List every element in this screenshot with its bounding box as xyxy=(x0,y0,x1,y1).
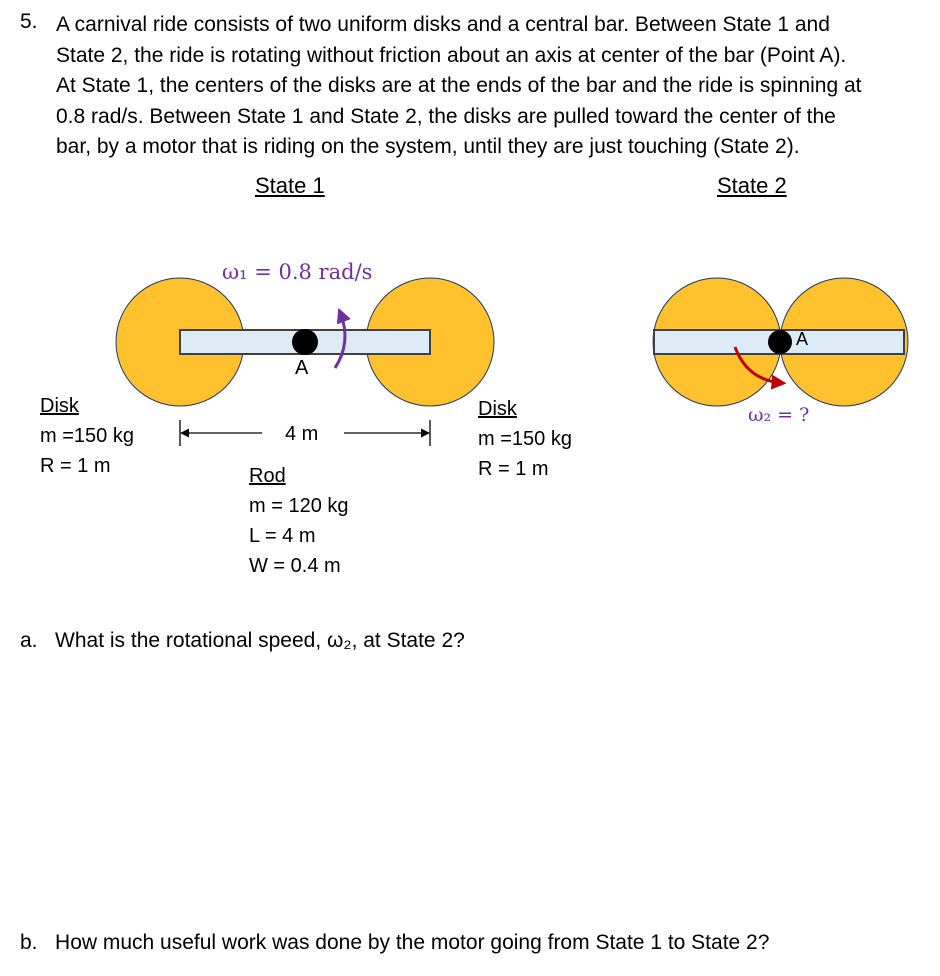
left-disk-specs xyxy=(40,391,134,481)
state2-pivot-label: A xyxy=(796,329,809,349)
rod-mass: m = 120 kg xyxy=(249,495,349,517)
question-a-letter: a. xyxy=(20,629,38,652)
state1-pivot-label: A xyxy=(295,357,309,379)
right-disk-specs xyxy=(478,394,572,484)
dimension-label: 4 m xyxy=(285,423,319,445)
left-disk-radius: R = 1 m xyxy=(40,455,111,477)
problem-line-5: bar, by a motor that is riding on the system, until they are just touching (State 2). xyxy=(56,135,800,158)
right-disk-mass: m =150 kg xyxy=(478,428,572,450)
rod-length: L = 4 m xyxy=(249,525,316,547)
question-a xyxy=(20,629,465,653)
problem-number: 5. xyxy=(20,10,38,33)
omega2-label: ω₂ = ? xyxy=(748,404,810,426)
left-disk-title: Disk xyxy=(40,395,79,417)
right-disk-title: Disk xyxy=(478,398,517,420)
state1-title: State 1 xyxy=(255,173,325,198)
state2-title: State 2 xyxy=(717,173,787,198)
left-disk-mass: m =150 kg xyxy=(40,425,134,447)
problem-line-2: State 2, the ride is rotating without friction about an axis at center of the bar (Point A). xyxy=(56,43,847,67)
rod-specs xyxy=(249,461,349,581)
omega1-label: ω₁ = 0.8 rad/s xyxy=(222,260,373,284)
problem-line-4: 0.8 rad/s. Between State 1 and State 2, the disks are pulled toward the center of the xyxy=(56,104,836,128)
rod-width: W = 0.4 m xyxy=(249,555,341,577)
right-disk-radius: R = 1 m xyxy=(478,458,549,480)
question-a-text: What is the rotational speed, ω₂, at State 2? xyxy=(55,629,465,652)
problem-line-1: A carnival ride consists of two uniform disks and a central bar. Between State 1 and xyxy=(56,13,830,36)
question-b xyxy=(20,931,769,955)
problem-line-3: At State 1, the centers of the disks are at the ends of the bar and the ride is spinning at xyxy=(56,74,862,97)
state2-pivot-a xyxy=(768,330,792,354)
rod-title: Rod xyxy=(249,465,286,487)
question-b-text: How much useful work was done by the motor going from State 1 to State 2? xyxy=(55,931,770,954)
question-b-letter: b. xyxy=(20,931,38,954)
state1-pivot-a xyxy=(292,329,318,355)
